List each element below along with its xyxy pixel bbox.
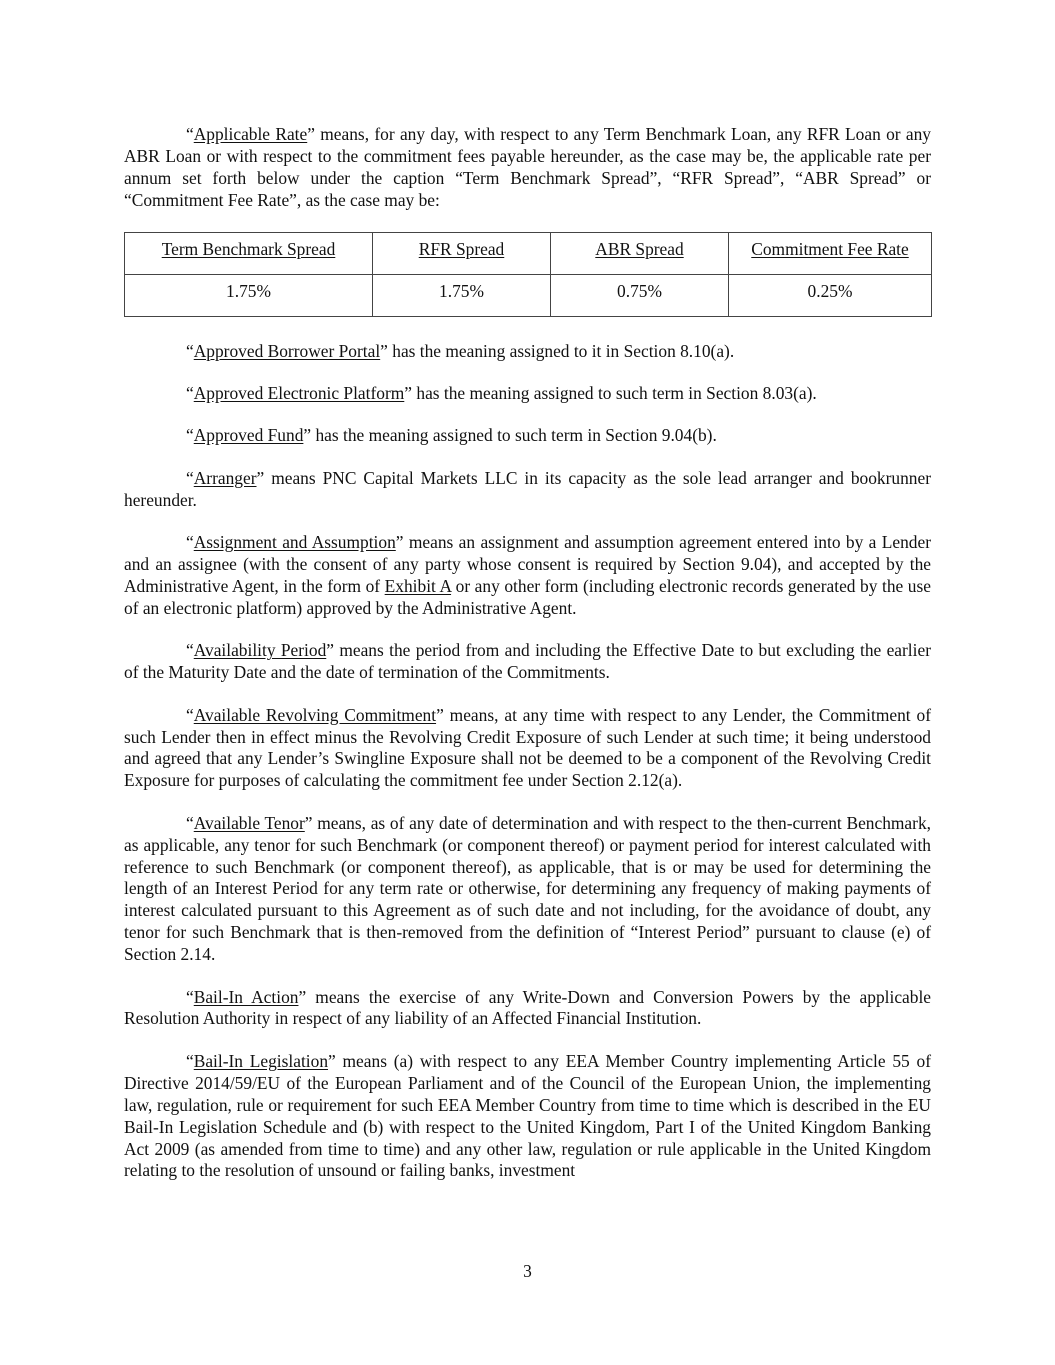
- definition-approved-electronic-platform: [124, 383, 931, 405]
- definition-body: means, for any day, with respect to any Term Benchmark Loan, any RFR Loan or any ABR Loan or with respect to the commitment fees payable hereunder, as the case may be, the applicable rate per annum set forth below under the caption “Term Benchmark Spread”, “RFR Spread”, “ABR Spread” or “Commitment Fee Rate”, as the case may be:: [124, 124, 931, 210]
- table-cell: 1.75%: [373, 274, 551, 316]
- open-quote: “: [186, 986, 194, 1007]
- table-header-cell: [125, 232, 373, 274]
- open-quote: “: [186, 812, 194, 833]
- definition-body: has the meaning assigned to such term in Section 8.03(a).: [412, 383, 817, 404]
- table-header-cell: [551, 232, 729, 274]
- definition-body: means (a) with respect to any EEA Member Country implementing Article 55 of Directive 2014/59/EU of the European Parliament and of the Council of the European Union, the implementing law, regulation, rule or requirement for such EEA Member Country from time to time which is described in the EU Bail-In Legislation Schedule and (b) with respect to the United Kingdom, Part I of the United Kingdom Banking Act 2009 (as amended from time to time) and any other law, regulation or rule applicable in the United Kingdom relating to the resolution of unsound or failing banks, investment: [124, 1050, 931, 1181]
- close-quote: ”: [404, 383, 413, 404]
- table-cell: 1.75%: [125, 274, 373, 316]
- defined-term: Availability Period: [193, 640, 327, 661]
- table-row: [125, 274, 932, 316]
- definition-approved-fund: [124, 425, 931, 447]
- definition-available-tenor: [124, 813, 931, 966]
- document-page: [124, 124, 931, 1182]
- definition-body: has the meaning assigned to such term in Section 9.04(b).: [311, 425, 717, 446]
- defined-term: Assignment and Assumption: [193, 532, 396, 553]
- header-rfr-spread: RFR Spread: [418, 238, 505, 259]
- close-quote: ”: [395, 532, 404, 553]
- definition-available-revolving-commitment: [124, 705, 931, 793]
- close-quote: ”: [304, 812, 313, 833]
- table-header-cell: [729, 232, 932, 274]
- table-header-row: [125, 232, 932, 274]
- open-quote: “: [186, 425, 194, 446]
- close-quote: ”: [303, 425, 312, 446]
- table-header-cell: [373, 232, 551, 274]
- definition-bail-in-legislation: [124, 1051, 931, 1182]
- defined-term: Available Tenor: [193, 812, 305, 833]
- close-quote: ”: [328, 1050, 336, 1071]
- close-quote: ”: [380, 340, 388, 361]
- defined-term: Available Revolving Commitment: [193, 704, 437, 725]
- definition-availability-period: [124, 640, 931, 684]
- defined-term: Approved Borrower Portal: [193, 340, 381, 361]
- defined-term: Bail-In Legislation: [193, 1050, 329, 1071]
- defined-term: Bail-In Action: [193, 986, 299, 1007]
- defined-term: Applicable Rate: [193, 124, 308, 144]
- definition-assignment-and-assumption: [124, 532, 931, 620]
- definition-body: means PNC Capital Markets LLC in its capacity as the sole lead arranger and bookrunner hereunder.: [124, 467, 931, 510]
- definition-applicable-rate: [124, 124, 931, 212]
- table-cell: 0.75%: [551, 274, 729, 316]
- definition-body: means an assignment and assumption agreement entered into by a Lender and an assignee (with the consent of any party whose consent is required by Section 9.04), and accepted by the Administrative Agent, in the form of: [124, 532, 931, 596]
- applicable-rate-table: [124, 232, 932, 317]
- open-quote: “: [186, 532, 194, 553]
- close-quote: ”: [298, 986, 307, 1007]
- definition-body: means the exercise of any Write-Down and Conversion Powers by the applicable Resolution Authority in respect of any liability of an Affected Financial Institution.: [124, 986, 932, 1029]
- header-abr-spread: ABR Spread: [595, 238, 684, 259]
- definition-approved-borrower-portal: [124, 341, 931, 363]
- definition-body-continued: or any other form (including electronic records generated by the use of an electronic platform) approved by the Administrative Agent.: [124, 575, 931, 618]
- header-commitment-fee-rate: Commitment Fee Rate: [751, 238, 909, 259]
- definition-arranger: [124, 468, 931, 512]
- definition-body: means, at any time with respect to any Lender, the Commitment of such Lender then in effect minus the Revolving Credit Exposure of such Lender at such time; it being understood and agreed that any Lender’s Swingline Exposure shall not be deemed to be a component of the Revolving Credit Exposure for purposes of calculating the commitment fee under Section 2.12(a).: [124, 704, 931, 791]
- definition-bail-in-action: [124, 987, 931, 1031]
- header-term-benchmark-spread: Term Benchmark Spread: [161, 238, 336, 259]
- open-quote: “: [186, 467, 194, 488]
- close-quote: ”: [436, 704, 444, 725]
- open-quote: “: [186, 704, 194, 725]
- close-quote: ”: [326, 640, 334, 661]
- defined-term: Arranger: [193, 467, 257, 488]
- close-quote: ”: [307, 124, 315, 144]
- definition-body: means, as of any date of determination and with respect to the then-current Benchmark, as applicable, any tenor for such Benchmark (or component thereof) or payment period for interest calculated with reference to such Benchmark (or component thereof), as applicable, that is or may be used for determining the length of an Interest Period for any term rate or otherwise, for determining any frequency of making payments of interest calculated pursuant to this Agreement as of such date and not including, for the avoidance of doubt, any tenor for such Benchmark that is then-removed from the definition of “Interest Period” pursuant to clause (e) of Section 2.14.: [124, 812, 931, 965]
- definition-body: has the meaning assigned to it in Section 8.10(a).: [387, 340, 735, 361]
- exhibit-a-reference: Exhibit A: [384, 575, 452, 596]
- open-quote: “: [186, 383, 194, 404]
- close-quote: ”: [256, 467, 265, 488]
- open-quote: “: [186, 340, 194, 361]
- defined-term: Approved Electronic Platform: [193, 383, 405, 404]
- open-quote: “: [186, 1050, 194, 1071]
- open-quote: “: [186, 124, 194, 144]
- table-cell: 0.25%: [729, 274, 932, 316]
- defined-term: Approved Fund: [193, 425, 304, 446]
- open-quote: “: [186, 640, 194, 661]
- page-number: 3: [523, 1261, 532, 1281]
- definition-body: means the period from and including the Effective Date to but excluding the earlier of the Maturity Date and the date of termination of the Commitments.: [124, 640, 931, 683]
